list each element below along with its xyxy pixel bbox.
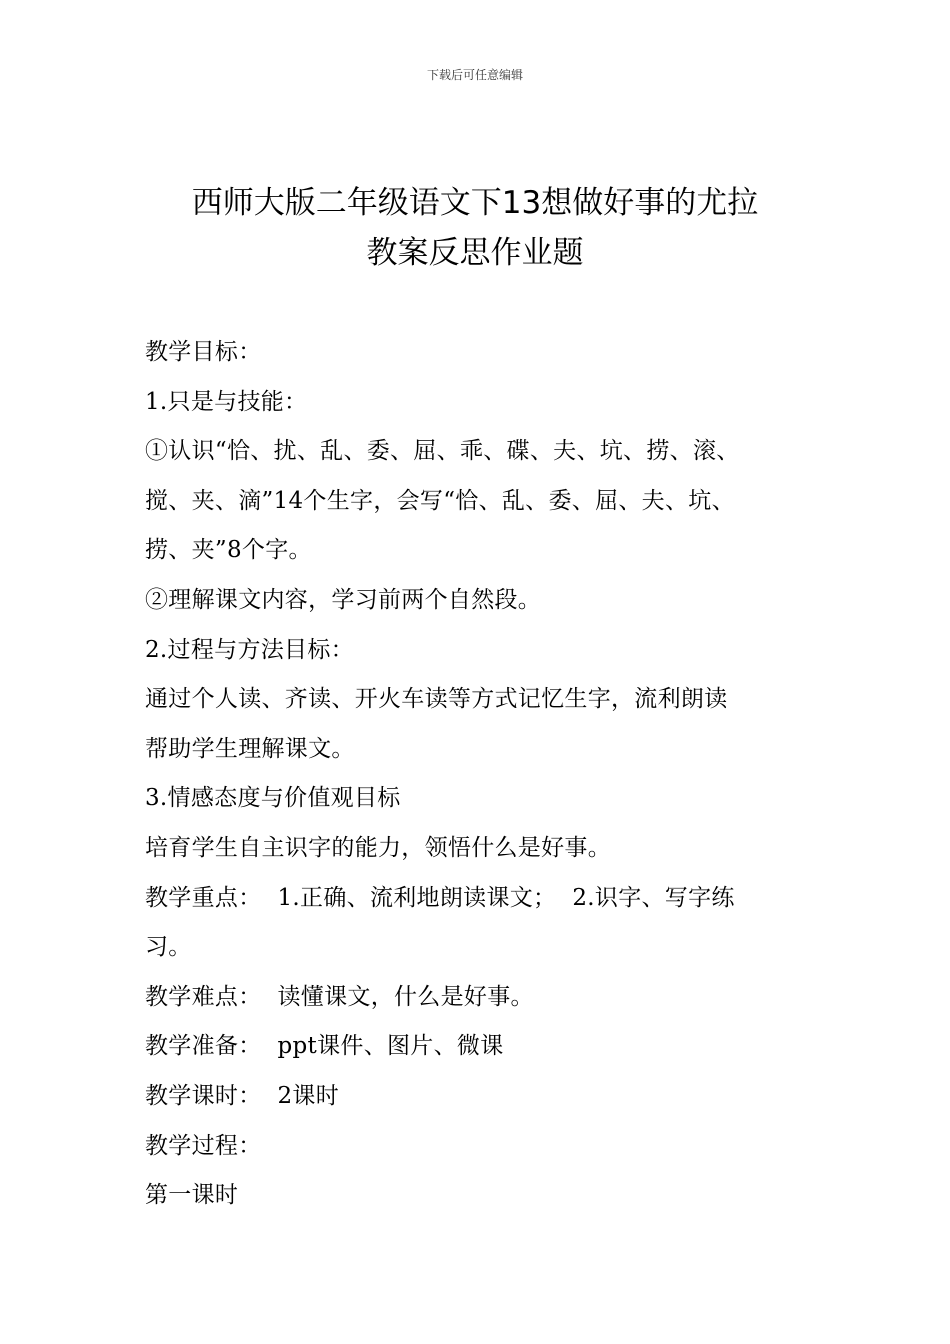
- key-points-label: 教学重点：: [145, 884, 262, 911]
- key-points-line: [145, 874, 835, 924]
- goal-1-item-1-line-3: 捞、夹”8个字。: [145, 537, 312, 564]
- teaching-goals-heading: 教学目标：: [145, 339, 262, 365]
- periods-value: 2课时: [277, 1082, 340, 1109]
- page-header-caption: 下载后可任意编辑: [426, 68, 523, 82]
- goal-1-item-2: ②理解课文内容，学习前两个自然段。: [145, 586, 542, 613]
- goal-2-text-line-2: 帮助学生理解课文。: [145, 735, 355, 762]
- goal-1-heading: 1.只是与技能：: [145, 388, 308, 415]
- goal-1-item-1-line-1: ①认识“恰、扰、乱、委、屈、乖、碟、夫、坑、捞、滚、: [145, 438, 740, 465]
- document-body: [145, 328, 835, 1221]
- difficulty-label: 教学难点：: [145, 983, 262, 1010]
- process-heading: 教学过程：: [145, 1132, 262, 1159]
- title-line-1: 西师大版二年级语文下13想做好事的尤拉: [191, 185, 759, 221]
- difficulty-value: 读懂课文，什么是好事。: [277, 983, 534, 1010]
- preparation-line: [145, 1022, 835, 1072]
- document-title: [80, 178, 870, 278]
- title-line-2: 教案反思作业题: [366, 235, 584, 271]
- first-period-heading: 第一课时: [145, 1182, 239, 1209]
- periods-label: 教学课时：: [145, 1082, 262, 1109]
- key-points-continuation: 习。: [145, 934, 192, 961]
- preparation-label: 教学准备：: [145, 1033, 262, 1060]
- key-point-1: 1.正确、流利地朗读课文；: [277, 884, 557, 911]
- preparation-value: ppt课件、图片、微课: [277, 1033, 504, 1060]
- goal-3-heading: 3.情感态度与价值观目标: [145, 785, 401, 812]
- key-point-2: 2.识字、写字练: [572, 884, 735, 911]
- goal-1-item-1-line-2: 搅、夹、滴”14个生字，会写“恰、乱、委、屈、夫、坑、: [145, 487, 735, 514]
- difficulty-line: [145, 973, 835, 1023]
- periods-line: [145, 1072, 835, 1122]
- goal-2-text-line-1: 通过个人读、齐读、开火车读等方式记忆生字，流利朗读: [145, 686, 728, 713]
- goal-2-heading: 2.过程与方法目标：: [145, 636, 354, 663]
- goal-3-text: 培育学生自主识字的能力，领悟什么是好事。: [145, 834, 611, 861]
